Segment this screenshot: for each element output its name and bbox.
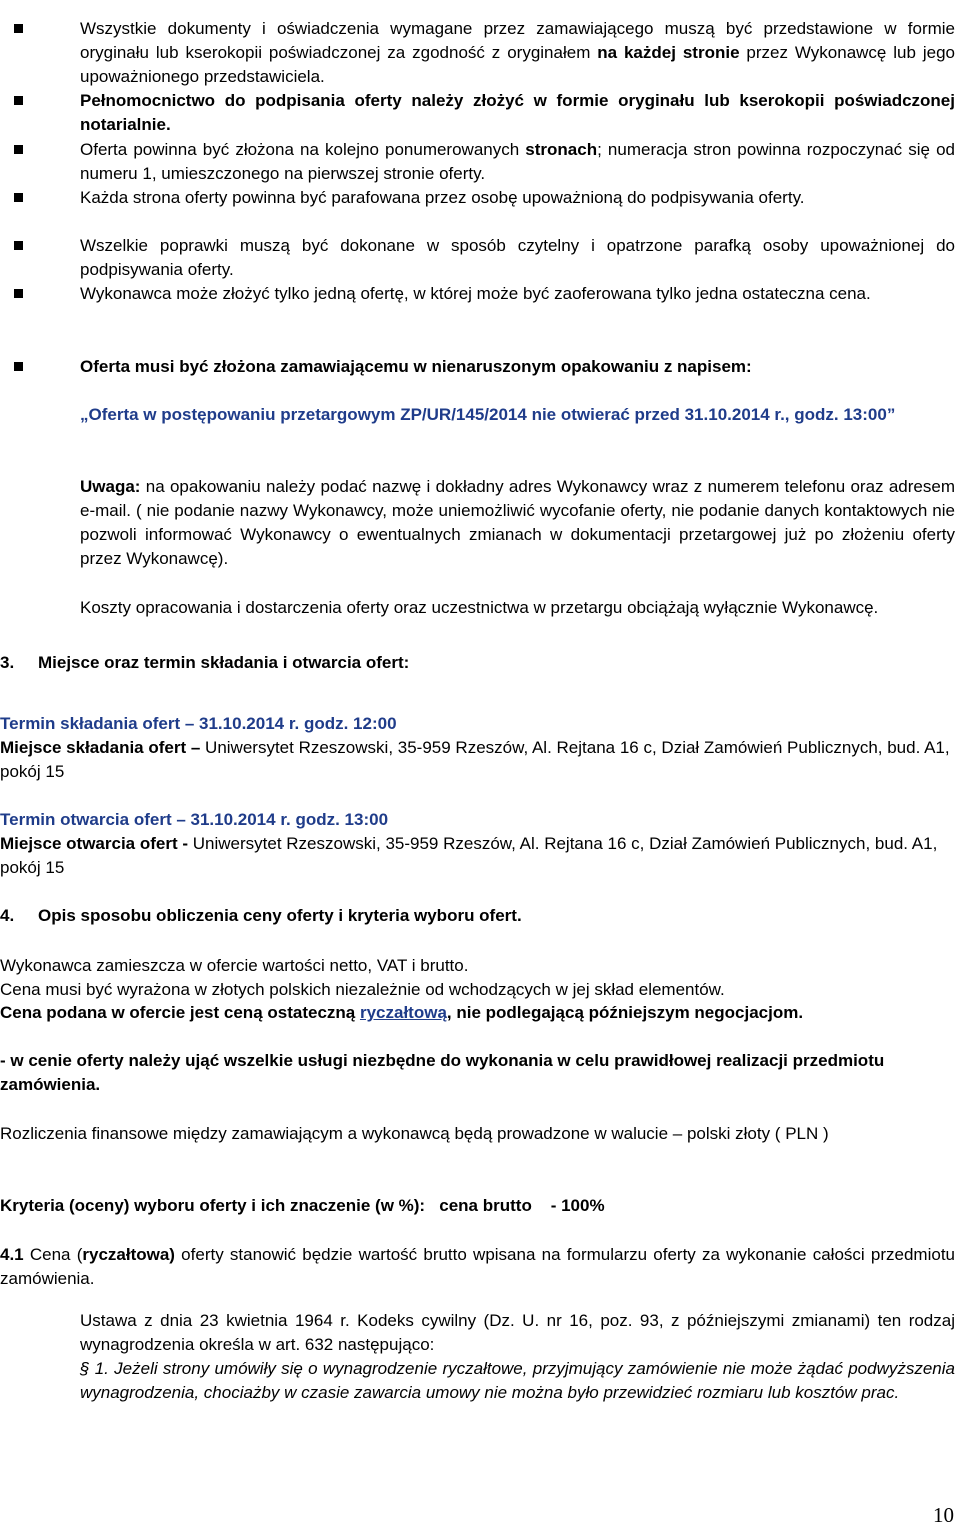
text-run-bold: ryczałtowa) — [82, 1245, 175, 1264]
text-run: Oferta powinna być złożona na kolejno ponumerowanych — [80, 140, 526, 159]
text-run: oferty stanowić będzie wartość brutto wpisana na formularzu oferty za wykonanie całości przedmiotu zamówienia. — [0, 1245, 955, 1288]
text-run-bold: stronach — [525, 140, 598, 159]
text-run: , nie podlegającą późniejszym negocjacjom. — [446, 1003, 804, 1022]
paragraph: Wykonawca zamieszcza w ofercie wartości netto, VAT i brutto. — [0, 956, 469, 975]
paragraph: Rozliczenia finansowe między zamawiającym a wykonawcą będą prowadzone w walucie – polski złoty ( PLN ) — [0, 1124, 829, 1143]
submit-deadline: Termin składania ofert – 31.10.2014 r. godz. 12:00 — [0, 714, 397, 733]
paragraph: - w cenie oferty należy ująć wszelkie usługi niezbędne do wykonania w celu prawidłowej realizacji przedmiotu zamówienia. — [0, 1051, 885, 1094]
text-run-bold: na każdej stronie — [597, 43, 740, 62]
criteria-label: Kryteria (oceny) wyboru oferty i ich znaczenie (w %): — [0, 1196, 426, 1215]
bullet-item: Każda strona oferty powinna być parafowana przez osobę upoważnioną do podpisywania oferty. — [80, 186, 955, 210]
open-deadline: Termin otwarcia ofert – 31.10.2014 r. godz. 13:00 — [0, 810, 389, 829]
open-place — [0, 832, 955, 880]
envelope-inscription: „Oferta w postępowaniu przetargowym ZP/UR/145/2014 nie otwierać przed 31.10.2014 r., godz. 13:00” — [80, 405, 896, 424]
ryczaltowa-link[interactable]: ryczałtową — [359, 1003, 447, 1022]
submit-place — [0, 736, 955, 784]
section-title: Opis sposobu obliczenia ceny oferty i kryteria wyboru ofert. — [38, 906, 522, 925]
open-place-label: Miejsce otwarcia ofert - — [0, 834, 189, 853]
section-3-heading — [0, 651, 955, 675]
bullet-item — [80, 17, 955, 89]
subsection-4-1 — [0, 1243, 955, 1291]
text-run: Cena ( — [23, 1245, 83, 1264]
page-number: 10 — [933, 1503, 954, 1527]
bullet-item — [80, 138, 955, 186]
paragraph: Cena musi być wyrażona w złotych polskich niezależnie od wchodzących w jej skład elementów. — [0, 980, 725, 999]
subsection-number: 4.1 — [0, 1245, 24, 1264]
note-label: Uwaga: — [80, 477, 141, 496]
text-run: Wszystkie dokumenty i oświadczenia wymagane przez zamawiającego muszą być przedstawione w formie oryginału lub kserokopii poświadczonej za zgodność z oryginałem — [80, 19, 955, 62]
section-number: 3. — [0, 653, 15, 672]
bullet-item: Pełnomocnictwo do podpisania oferty należy złożyć w formie oryginału lub kserokopii poświadczonej notarialnie. — [80, 89, 955, 137]
costs-paragraph: Koszty opracowania i dostarczenia oferty oraz uczestnictwa w przetargu obciążają wyłącznie Wykonawcę. — [80, 598, 879, 617]
bullet-item: Wykonawca może złożyć tylko jedną ofertę, w której może być zaoferowana tylko jedna ostateczna cena. — [80, 282, 955, 306]
open-place-text: Uniwersytet Rzeszowski, 35-959 Rzeszów, Al. Rejtana 16 c, Dział Zamówień Publicznych, bud. A1, pokój 15 — [0, 834, 938, 877]
note-paragraph — [80, 475, 955, 571]
text-run: ; numeracja stron powinna rozpoczynać się od numeru 1, umieszczonego na pierwszej stronie oferty. — [80, 140, 955, 183]
note-text: na opakowaniu należy podać nazwę i dokładny adres Wykonawcy wraz z numerem telefonu oraz adresem e-mail. ( nie podanie nazwy Wykonawcy, może uniemożliwić wycofanie oferty, nie podanie danych kontaktowych nie pozwoli informować Wykonawcy o ewentualnych zmianach w dokumentacji przetargowej już po złożeniu oferty przez Wykonawcę). — [80, 477, 955, 568]
paragraph — [0, 1001, 955, 1025]
criteria-line — [0, 1194, 955, 1218]
criteria-value: cena brutto - 100% — [439, 1196, 605, 1215]
text-run: przez Wykonawcę lub jego upoważnionego przedstawiciela. — [80, 43, 955, 86]
section-title: Miejsce oraz termin składania i otwarcia ofert: — [38, 653, 410, 672]
section-number: 4. — [0, 906, 15, 925]
law-quote: § 1. Jeżeli strony umówiły się o wynagrodzenie ryczałtowe, przyjmujący zamówienie nie może żądać podwyższenia wynagrodzenia, chociażby w czasie zawarcia umowy nie można było przewidzieć rozmiaru lub kosztów prac. — [80, 1359, 955, 1402]
bullet-item: Oferta musi być złożona zamawiającemu w nienaruszonym opakowaniu z napisem: — [80, 355, 955, 379]
law-paragraph: Ustawa z dnia 23 kwietnia 1964 r. Kodeks cywilny (Dz. U. nr 16, poz. 93, z późniejszymi zmianami) ten rodzaj wynagrodzenia określa w art. 632 następująco: — [80, 1311, 955, 1354]
bullet-item: Wszelkie poprawki muszą być dokonane w sposób czytelny i opatrzone parafką osoby upoważnionej do podpisywania oferty. — [80, 234, 955, 282]
text-run: Cena podana w ofercie jest ceną ostateczną — [0, 1003, 360, 1022]
submit-place-text: Uniwersytet Rzeszowski, 35-959 Rzeszów, Al. Rejtana 16 c, Dział Zamówień Publicznych, bud. A1, pokój 15 — [0, 738, 950, 781]
section-4-heading — [0, 904, 955, 928]
submit-place-label: Miejsce składania ofert – — [0, 738, 201, 757]
